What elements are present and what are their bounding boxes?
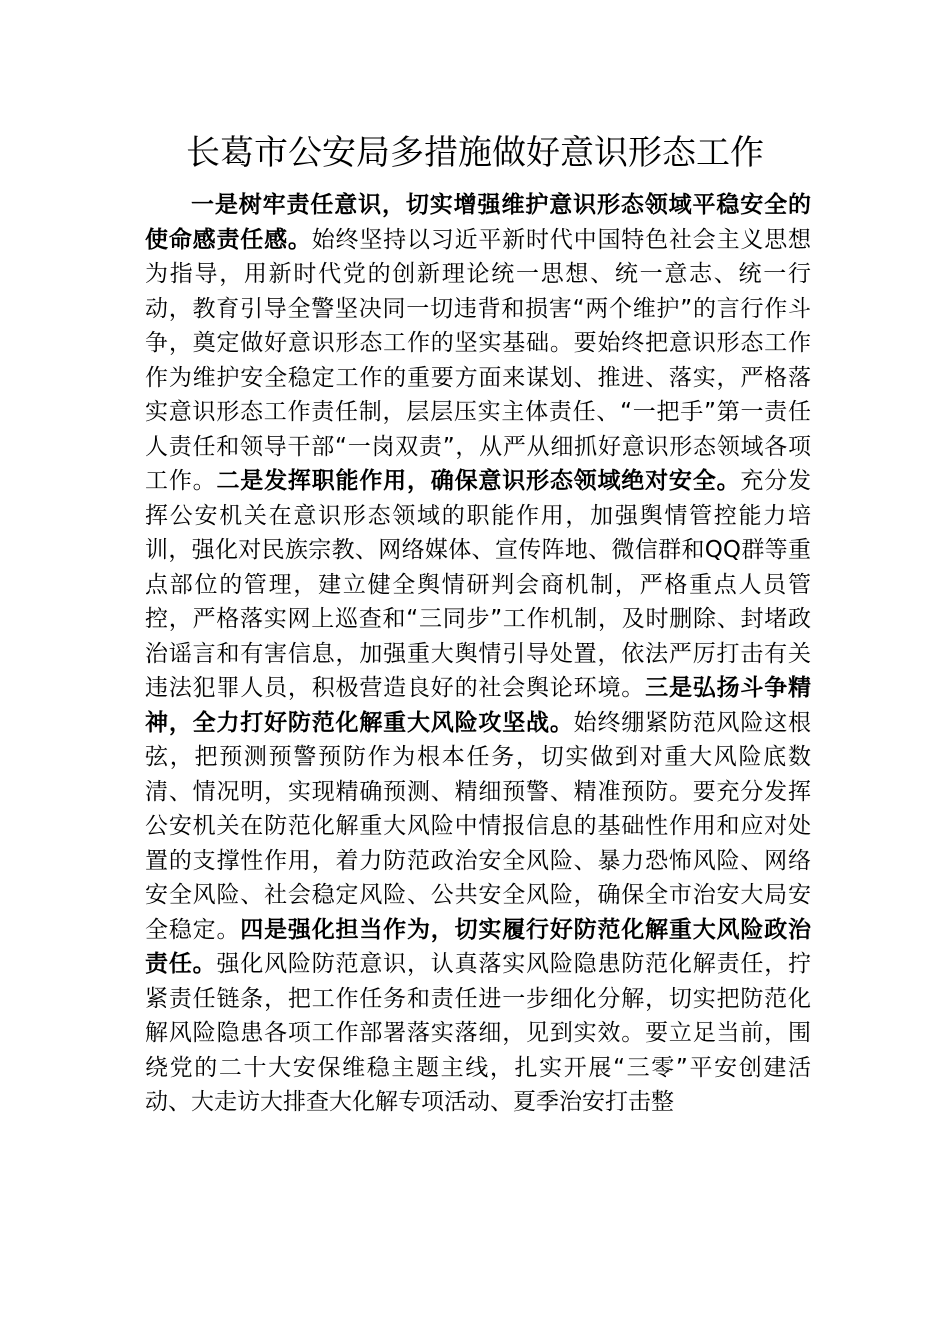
body-text-2: 充分发挥公安机关在意识形态领域的职能作用，加强舆情管控能力培训，强化对民族宗教、网络媒体、宣传阵地、微信群和QQ群等重点部位的管理，建立健全舆情研判会商机制，严格重点人员管控，严格落实网上巡查和“三同步”工作机制，及时删除、封堵政治谣言和有害信息，加强重大舆情引导处置，依法严厉打击有关违法犯罪人员，积极营造良好的社会舆论环境。 — [145, 468, 812, 701]
lead-point-3: 三是弘扬斗争精神，全力打好防范化解重大风险攻坚战。 — [145, 675, 812, 736]
lead-point-1: 一是树牢责任意识，切实增强维护意识形态领域平稳安全的使命感责任感。 — [145, 192, 811, 253]
body-text-4: 强化风险防范意识，认真落实风险隐患防范化解责任，拧紧责任链条，把工作任务和责任进一步细化分解，切实把防范化解风险隐患各项工作部署落实落细，见到实效。要立足当前，围绕党的二十大安保维稳主题主线，扎实开展“三零”平安创建活动、大走访大排查大化解专项活动、夏季治安打击整 — [145, 951, 812, 1115]
body-text-1: 始终坚持以习近平新时代中国特色社会主义思想为指导，用新时代党的创新理论统一思想、统一意志、统一行动，教育引导全警坚决同一切违背和损害“两个维护”的言行作斗争，奠定做好意识形态工作的坚实基础。要始终把意识形态工作作为维护安全稳定工作的重要方面来谋划、推进、落实，严格落实意识形态工作责任制，层层压实主体责任、“一把手”第一责任人责任和领导干部“一岗双责”，从严从细抓好意识形态领域各项工作。 — [145, 226, 812, 494]
lead-point-2: 二是发挥职能作用，确保意识形态领域绝对安全。 — [216, 468, 741, 494]
document-body — [145, 188, 811, 1120]
lead-point-4: 四是强化担当作为，切实履行好防范化解重大风险政治责任。 — [145, 916, 812, 977]
body-text-3: 始终绷紧防范风险这根弦，把预测预警预防作为根本任务，切实做到对重大风险底数清、情况明，实现精确预测、精细预警、精准预防。要充分发挥公安机关在防范化解重大风险中情报信息的基础性作用和应对处置的支撑性作用，着力防范政治安全风险、暴力恐怖风险、网络安全风险、社会稳定风险、公共安全风险，确保全市治安大局安全稳定。 — [145, 709, 812, 943]
document-title: 长葛市公安局多措施做好意识形态工作 — [186, 133, 764, 173]
